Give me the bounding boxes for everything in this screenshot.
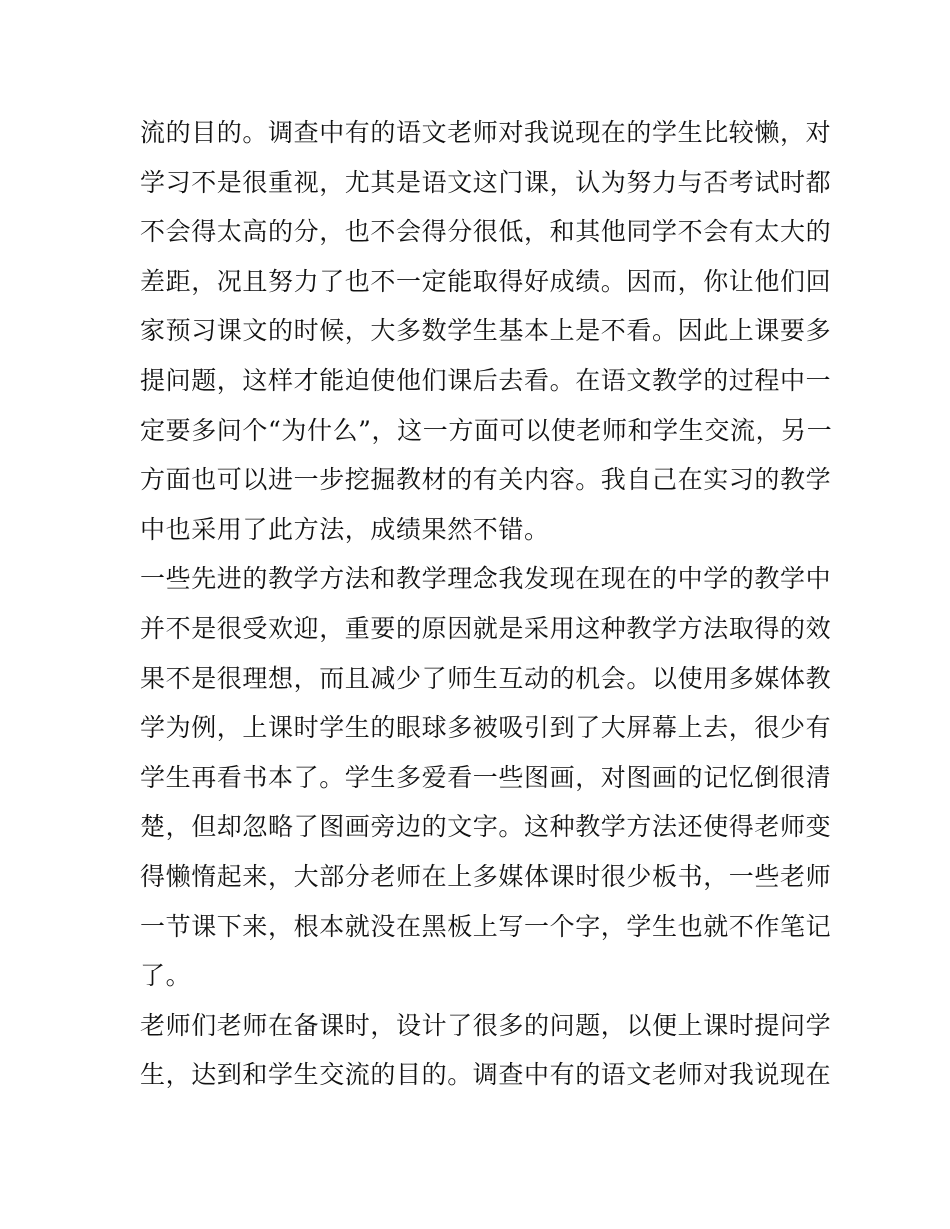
- text-line: 一节课下来，根本就没在黑板上写一个字，学生也就不作笔记: [140, 911, 832, 941]
- text-line: 提问题，这样才能迫使他们课后去看。在语文教学的过程中一: [140, 365, 832, 395]
- text-line: 学习不是很重视，尤其是语文这门课，认为努力与否考试时都: [140, 167, 832, 197]
- text-line: 老师们老师在备课时，设计了很多的问题，以便上课时提问学: [140, 1010, 832, 1040]
- text-line: 一些先进的教学方法和教学理念我发现在现在的中学的教学中: [140, 564, 832, 594]
- text-line: 流的目的。调查中有的语文老师对我说现在的学生比较懒，对: [140, 118, 832, 147]
- text-line: 家预习课文的时候，大多数学生基本上是不看。因此上课要多: [140, 316, 832, 346]
- text-line: 楚，但却忽略了图画旁边的文字。这种教学方法还使得老师变: [140, 812, 832, 842]
- document-body: [140, 108, 833, 1100]
- text-line: 得懒惰起来，大部分老师在上多媒体课时很少板书，一些老师: [140, 861, 832, 891]
- text-line: 差距，况且努力了也不一定能取得好成绩。因而，你让他们回: [140, 266, 832, 296]
- text-line: 学为例，上课时学生的眼球多被吸引到了大屏幕上去，很少有: [140, 713, 832, 743]
- text-line: 果不是很理想，而且减少了师生互动的机会。以使用多媒体教: [140, 663, 832, 693]
- text-line: 中也采用了此方法，成绩果然不错。: [140, 514, 550, 544]
- text-line: 定要多问个“为什么”，这一方面可以使老师和学生交流，另一: [140, 415, 833, 445]
- text-line: 不会得太高的分，也不会得分很低，和其他同学不会有太大的: [140, 217, 832, 247]
- text-line: 了。: [140, 961, 192, 991]
- text-line: 方面也可以进一步挖掘教材的有关内容。我自己在实习的教学: [140, 465, 832, 495]
- text-line: 生，达到和学生交流的目的。调查中有的语文老师对我说现在: [140, 1060, 832, 1090]
- text-line: 并不是很受欢迎，重要的原因就是采用这种教学方法取得的效: [140, 613, 832, 643]
- text-line: 学生再看书本了。学生多爱看一些图画，对图画的记忆倒很清: [140, 762, 832, 792]
